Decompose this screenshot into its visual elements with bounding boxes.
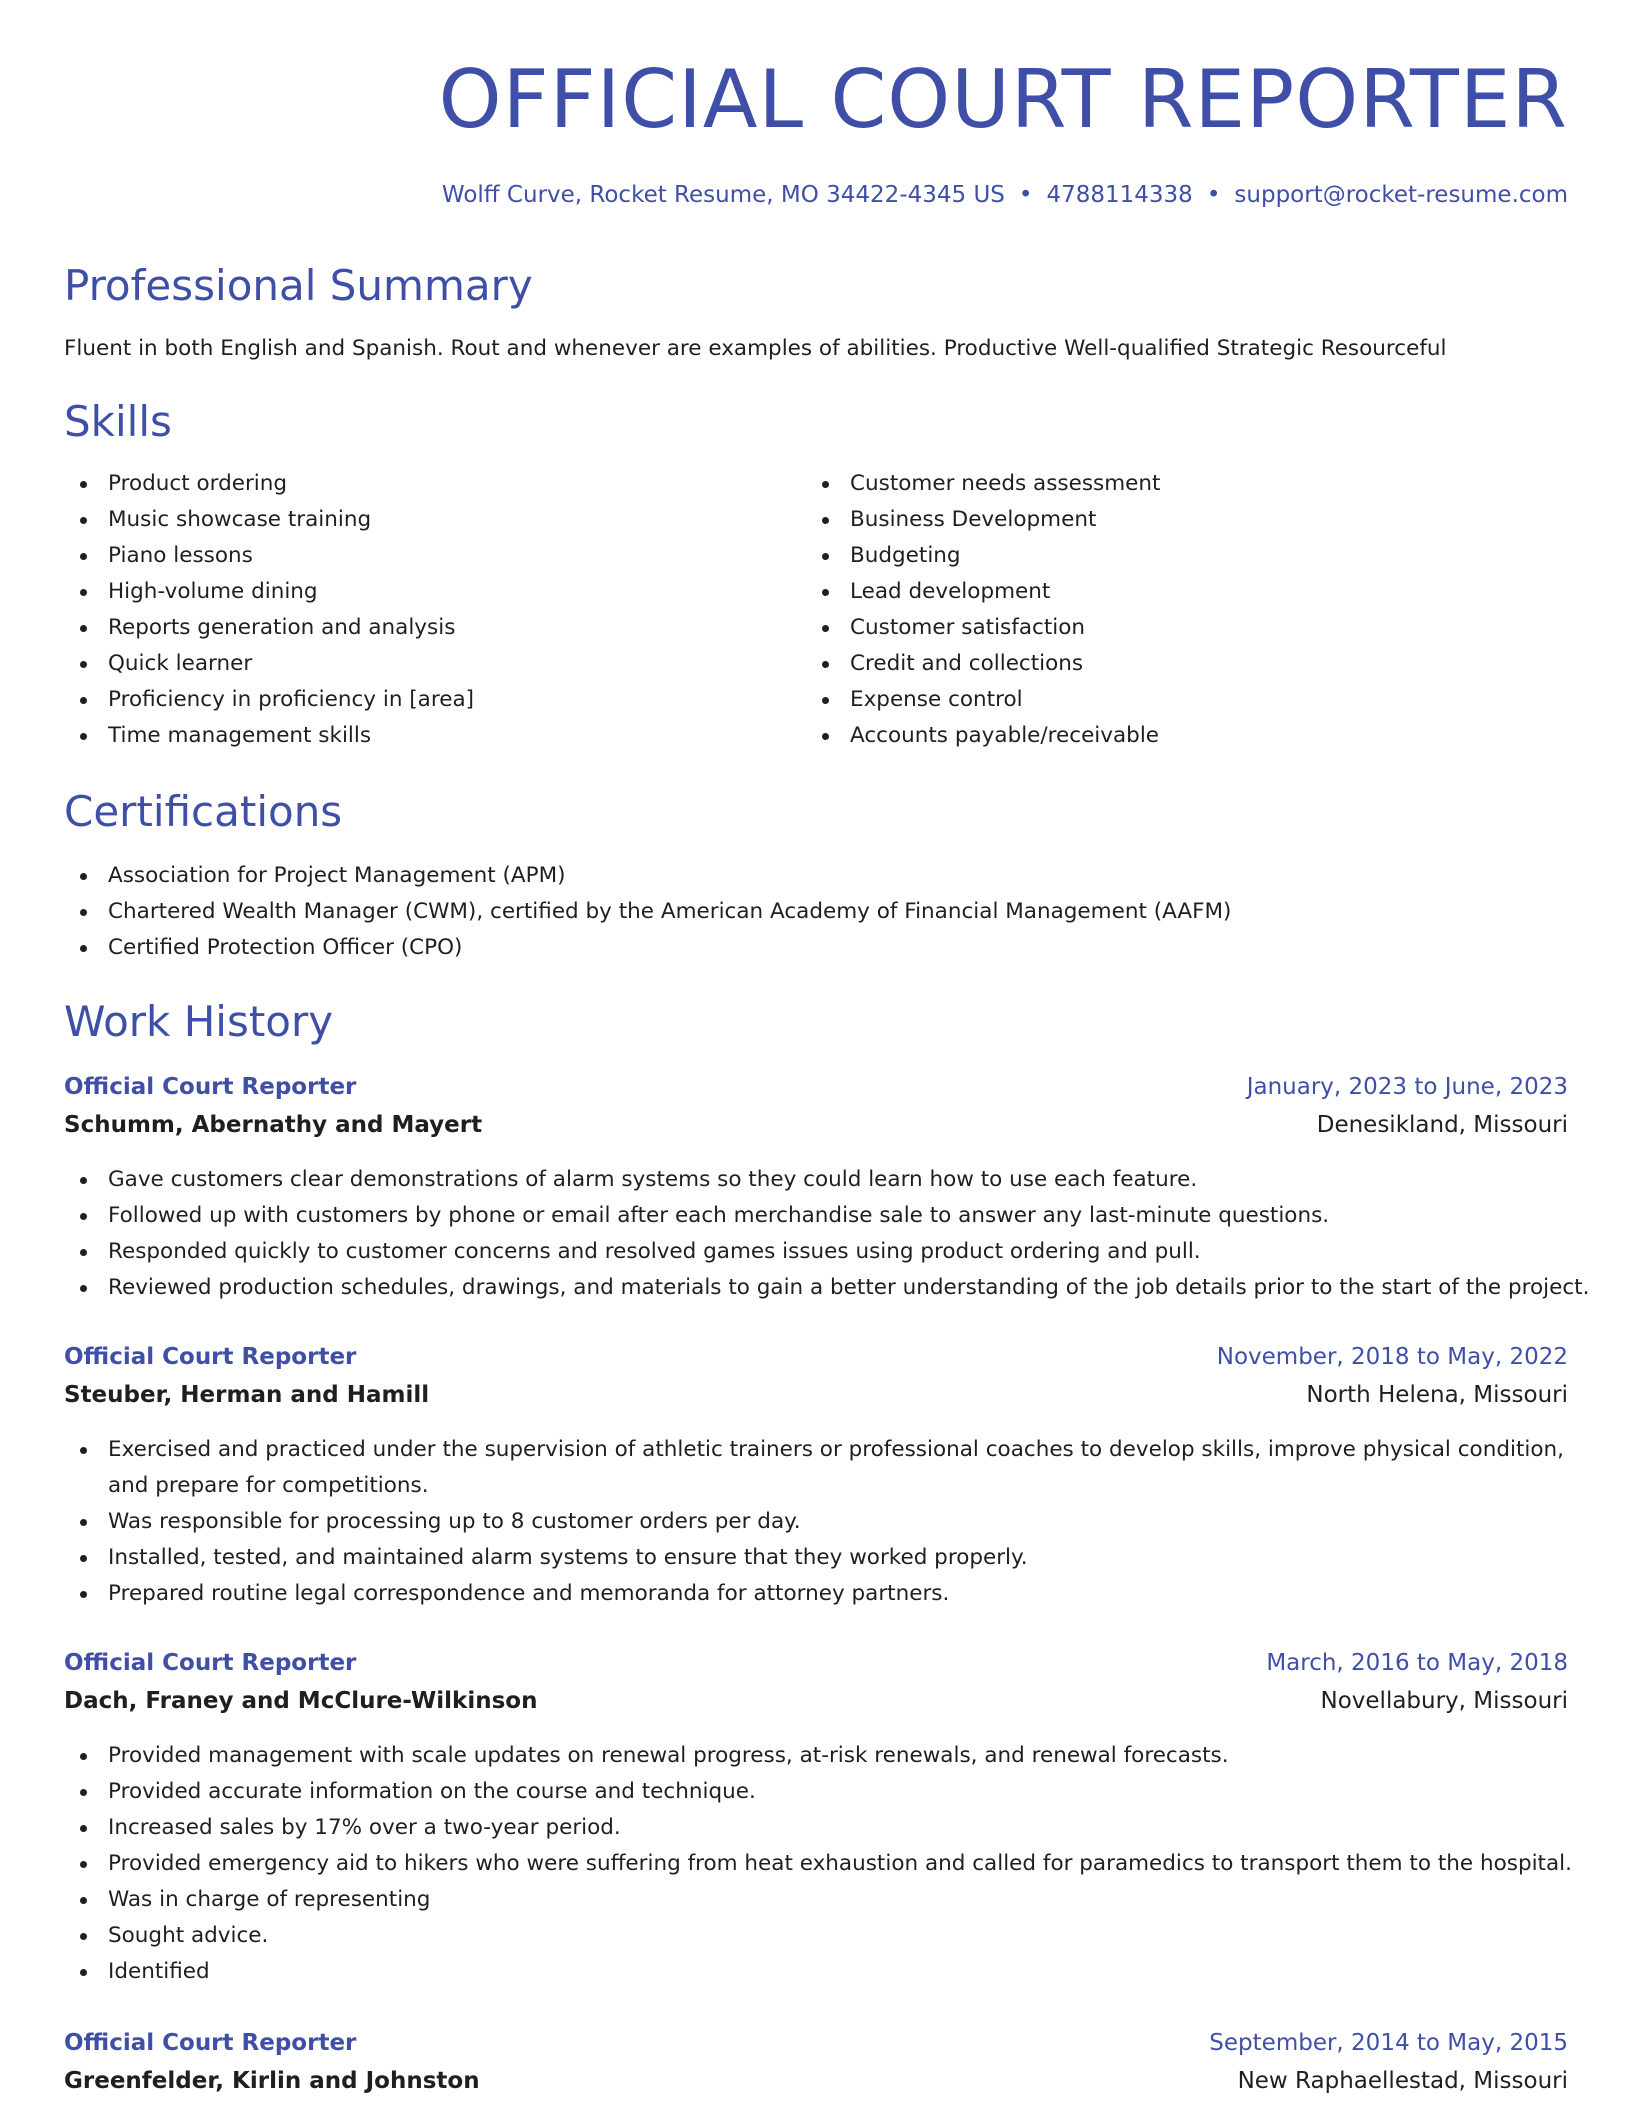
list-item: Increased sales by 17% over a two-year period. xyxy=(64,1810,1568,1846)
certifications-heading: Certifications xyxy=(64,787,343,836)
certifications-list xyxy=(64,858,1568,966)
list-item: Customer satisfaction xyxy=(806,610,1546,646)
job-location: Denesikland, Missouri xyxy=(1316,1112,1568,1138)
summary-heading: Professional Summary xyxy=(64,261,533,310)
job-title: Official Court Reporter xyxy=(64,1344,357,1370)
list-item: Association for Project Management (APM) xyxy=(64,858,1568,894)
list-item: Accounts payable/receivable xyxy=(806,718,1546,754)
page-title: OFFICIAL COURT REPORTER xyxy=(438,53,1568,146)
list-item: Certified Protection Officer (CPO) xyxy=(64,930,1568,966)
list-item: Provided emergency aid to hikers who were suffering from heat exhaustion and called for paramedics to transport them to the hospital. xyxy=(64,1846,1568,1882)
job-title: Official Court Reporter xyxy=(64,2030,357,2056)
list-item: Lead development xyxy=(806,574,1546,610)
list-item: Quick learner xyxy=(64,646,784,682)
skills-list-left xyxy=(64,466,784,754)
list-item: Sought advice. xyxy=(64,1918,1568,1954)
list-item: Followed up with customers by phone or email after each merchandise sale to answer any last-minute questions. xyxy=(64,1198,1568,1234)
list-item: Product ordering xyxy=(64,466,784,502)
job-location: North Helena, Missouri xyxy=(1306,1382,1568,1408)
email[interactable]: support@rocket-resume.com xyxy=(1234,182,1568,208)
job-company: Steuber, Herman and Hamill xyxy=(64,1382,430,1408)
list-item: High-volume dining xyxy=(64,574,784,610)
separator-dot: • xyxy=(1018,182,1033,208)
skills-list-right xyxy=(806,466,1546,754)
list-item: Identified xyxy=(64,1954,1568,1990)
job-dates: March, 2016 to May, 2018 xyxy=(1266,1650,1568,1676)
job-title: Official Court Reporter xyxy=(64,1074,357,1100)
job-bullets xyxy=(64,1738,1572,1990)
work-history-heading: Work History xyxy=(64,997,334,1046)
list-item: Provided management with scale updates on renewal progress, at-risk renewals, and renewal forecasts. xyxy=(64,1738,1568,1774)
list-item: Responded quickly to customer concerns and resolved games issues using product ordering and pull. xyxy=(64,1234,1568,1270)
list-item: Customer needs assessment xyxy=(806,466,1546,502)
list-item: Budgeting xyxy=(806,538,1546,574)
list-item: Proficiency in proficiency in [area] xyxy=(64,682,784,718)
list-item: Time management skills xyxy=(64,718,784,754)
job-dates: September, 2014 to May, 2015 xyxy=(1209,2030,1568,2056)
separator-dot: • xyxy=(1206,182,1221,208)
job-company: Greenfelder, Kirlin and Johnston xyxy=(64,2068,480,2094)
list-item: Credit and collections xyxy=(806,646,1546,682)
job-dates: November, 2018 to May, 2022 xyxy=(1216,1344,1568,1370)
resume-page xyxy=(64,0,1590,2112)
list-item: Music showcase training xyxy=(64,502,784,538)
list-item: Reports generation and analysis xyxy=(64,610,784,646)
job-company: Dach, Franey and McClure-Wilkinson xyxy=(64,1688,538,1714)
job-company: Schumm, Abernathy and Mayert xyxy=(64,1112,483,1138)
list-item: Reviewed production schedules, drawings, and materials to gain a better understanding of the job details prior to the start of the project. xyxy=(64,1270,1568,1306)
job-dates: January, 2023 to June, 2023 xyxy=(1246,1074,1568,1100)
list-item: Exercised and practiced under the supervision of athletic trainers or professional coaches to develop skills, improve physical condition, and prepare for competitions. xyxy=(64,1432,1568,1504)
list-item: Piano lessons xyxy=(64,538,784,574)
list-item: Gave customers clear demonstrations of alarm systems so they could learn how to use each feature. xyxy=(64,1162,1568,1198)
list-item: Business Development xyxy=(806,502,1546,538)
list-item: Expense control xyxy=(806,682,1546,718)
list-item: Installed, tested, and maintained alarm systems to ensure that they worked properly. xyxy=(64,1540,1568,1576)
phone: 4788114338 xyxy=(1046,182,1193,208)
address: Wolff Curve, Rocket Resume, MO 34422-4345 US xyxy=(441,182,1005,208)
list-item: Was responsible for processing up to 8 customer orders per day. xyxy=(64,1504,1568,1540)
list-item: Chartered Wealth Manager (CWM), certified by the American Academy of Financial Management (AAFM) xyxy=(64,894,1568,930)
job-location: Novellabury, Missouri xyxy=(1320,1688,1568,1714)
job-bullets xyxy=(64,1432,1568,1612)
list-item: Prepared routine legal correspondence and memoranda for attorney partners. xyxy=(64,1576,1568,1612)
summary-text: Fluent in both English and Spanish. Rout and whenever are examples of abilities. Productive Well-qualified Strategic Resourceful xyxy=(64,336,1447,361)
job-bullets xyxy=(64,1162,1590,1306)
contact-line xyxy=(442,180,1568,210)
job-title: Official Court Reporter xyxy=(64,1650,357,1676)
job-location: New Raphaellestad, Missouri xyxy=(1237,2068,1568,2094)
list-item: Provided accurate information on the course and technique. xyxy=(64,1774,1568,1810)
skills-heading: Skills xyxy=(64,397,172,446)
list-item: Was in charge of representing xyxy=(64,1882,1568,1918)
